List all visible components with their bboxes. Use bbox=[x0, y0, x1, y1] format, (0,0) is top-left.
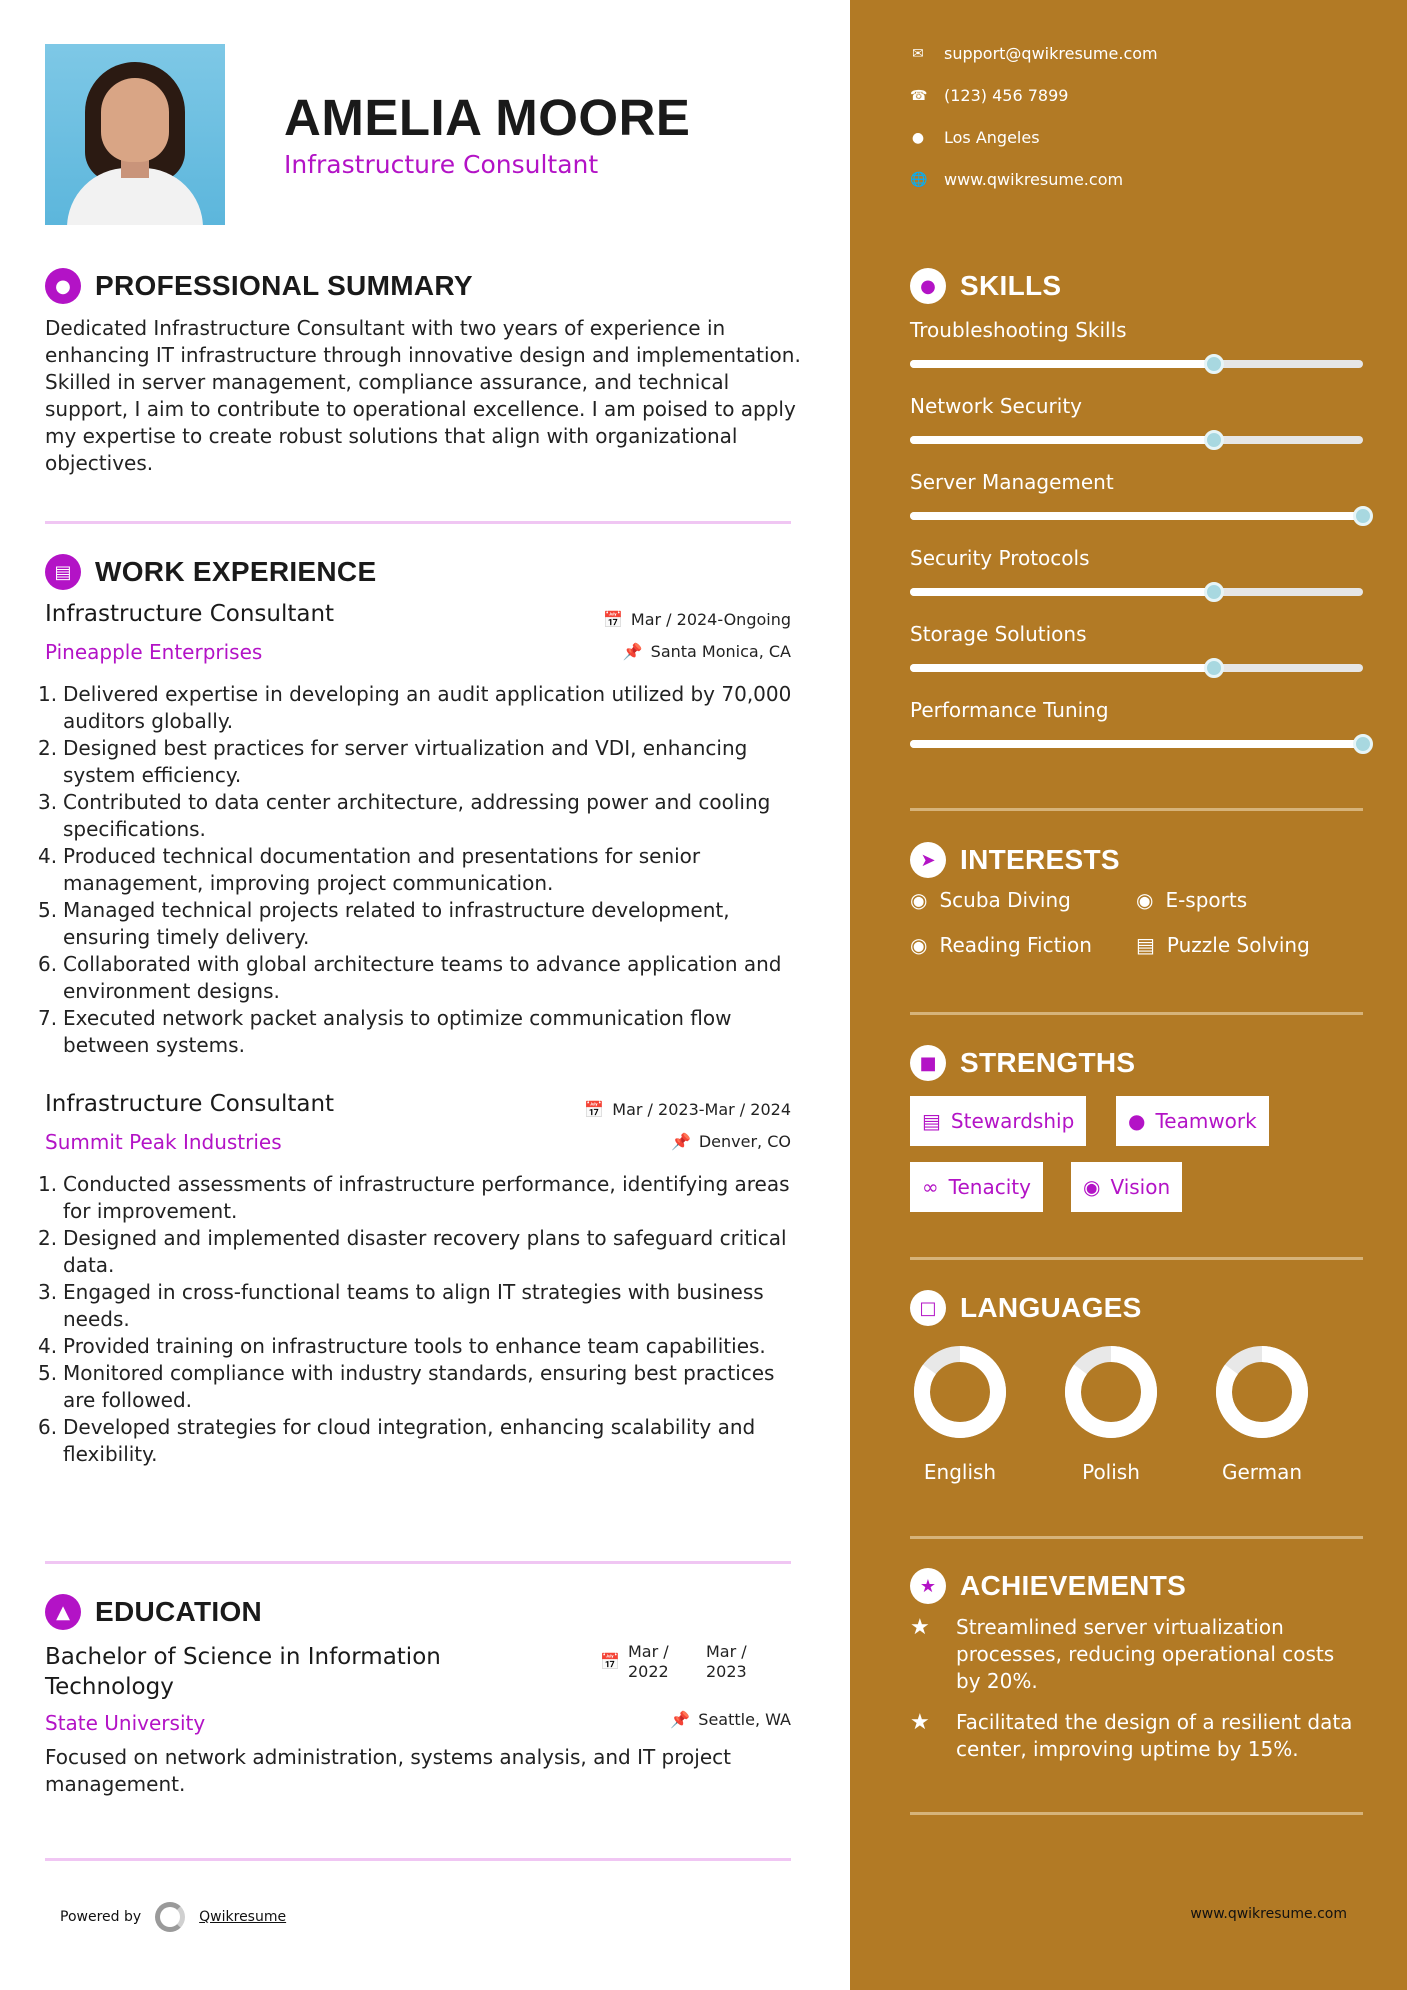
skill-bar-fill bbox=[910, 512, 1363, 520]
skill-slider-knob bbox=[1353, 506, 1373, 526]
language-donut bbox=[1063, 1344, 1159, 1440]
pin-icon: 📌 bbox=[670, 1132, 691, 1151]
language-item bbox=[1061, 1344, 1161, 1484]
language-donut bbox=[912, 1344, 1008, 1440]
skill-slider-knob bbox=[1204, 354, 1224, 374]
language-donut bbox=[1214, 1344, 1310, 1440]
contact-location: ● Los Angeles bbox=[911, 128, 1040, 147]
degree-line: Bachelor of Science in Information bbox=[45, 1644, 441, 1670]
job-location-text: Denver, CO bbox=[698, 1132, 791, 1151]
list-item: 3. Engaged in cross-functional teams to align IT strategies with business needs. bbox=[38, 1280, 764, 1331]
degree-line: Technology bbox=[45, 1674, 174, 1700]
contact-email[interactable]: ✉ support@qwikresume.com bbox=[910, 44, 1158, 63]
skill-bar bbox=[910, 436, 1363, 444]
section-divider bbox=[910, 1257, 1363, 1260]
languages-title: LANGUAGES bbox=[960, 1292, 1142, 1323]
lifebuoy-icon: ◉ bbox=[910, 888, 928, 912]
experience-title: WORK EXPERIENCE bbox=[95, 556, 377, 587]
user-icon: ● bbox=[45, 268, 81, 304]
paper-plane-icon: ➤ bbox=[910, 842, 946, 878]
users-icon: ● bbox=[1128, 1109, 1146, 1133]
book-icon: ▤ bbox=[1136, 933, 1155, 957]
lightbulb-icon: ● bbox=[910, 268, 946, 304]
contact-website[interactable]: 🌐 www.qwikresume.com bbox=[910, 170, 1124, 189]
interests-heading bbox=[910, 842, 1120, 878]
skill-bar bbox=[910, 360, 1363, 368]
qwikresume-link[interactable]: Qwikresume bbox=[199, 1909, 287, 1925]
job-location-text: Santa Monica, CA bbox=[650, 642, 791, 661]
calendar-icon: 📅 bbox=[600, 1652, 620, 1671]
job-date-text: Mar / 2024-Ongoing bbox=[630, 610, 791, 629]
section-divider bbox=[45, 521, 791, 524]
skill-label: Server Management bbox=[910, 470, 1114, 494]
powered-label: Powered by bbox=[60, 1909, 142, 1925]
section-divider bbox=[910, 808, 1363, 811]
job-bullets bbox=[38, 681, 798, 1059]
skills-heading bbox=[910, 268, 1061, 304]
calendar-icon: 📅 bbox=[584, 1100, 605, 1119]
edu-end-date: Mar / 2023 bbox=[706, 1642, 747, 1681]
experience-heading bbox=[45, 554, 376, 590]
edu-start-date: Mar / 2022 bbox=[628, 1642, 669, 1681]
language-item bbox=[1212, 1344, 1312, 1484]
candidate-role: Infrastructure Consultant bbox=[284, 150, 599, 179]
language-label: English bbox=[923, 1460, 997, 1484]
list-item: 1. Conducted assessments of infrastructure performance, identifying areas for improvement. bbox=[38, 1172, 790, 1223]
language-item bbox=[910, 1344, 1010, 1484]
sidebar bbox=[850, 0, 1407, 1990]
star-icon: ★ bbox=[910, 1568, 946, 1604]
summary-text: Dedicated Infrastructure Consultant with two years of experience in enhancing IT infrastructure through innovative design and implementation. Skilled in server management, compliance assurance, and technical support, I aim to contribute to operational excellence. I am poised to apply my expertise to create robust solutions that align with organizational objectives. bbox=[45, 316, 801, 475]
skill-bar bbox=[910, 512, 1363, 520]
achievements-heading bbox=[910, 1568, 1186, 1604]
graduate-icon: ▲ bbox=[45, 1594, 81, 1630]
list-item: 6. Collaborated with global architecture teams to advance application and environment designs. bbox=[38, 952, 782, 1003]
skill-bar-fill bbox=[910, 436, 1214, 444]
list-item: 2. Designed and implemented disaster recovery plans to safeguard critical data. bbox=[38, 1226, 787, 1277]
section-divider bbox=[910, 1812, 1363, 1815]
job-title: Infrastructure Consultant bbox=[45, 601, 335, 627]
job-company: Summit Peak Industries bbox=[45, 1130, 282, 1154]
strength-chip: ∞ Tenacity bbox=[910, 1162, 1043, 1212]
translate-icon: □ bbox=[910, 1290, 946, 1326]
binoculars-icon: ◉ bbox=[1083, 1175, 1101, 1199]
briefcase-icon: ▤ bbox=[922, 1109, 941, 1133]
list-item: 3. Contributed to data center architecture, addressing power and cooling specifications. bbox=[38, 790, 771, 841]
candidate-name: AMELIA MOORE bbox=[284, 89, 691, 146]
location-icon: ● bbox=[911, 129, 925, 146]
job-date bbox=[603, 610, 791, 629]
star-icon: ★ bbox=[910, 1710, 930, 1735]
gamepad-icon: ◉ bbox=[910, 933, 928, 957]
skill-bar bbox=[910, 588, 1363, 596]
desk-icon: ▤ bbox=[45, 554, 81, 590]
list-item: 5. Monitored compliance with industry standards, ensuring best practices are followed. bbox=[38, 1361, 775, 1412]
interest-item: ◉ E-sports bbox=[1136, 888, 1248, 912]
section-divider bbox=[45, 1561, 791, 1564]
interest-item: ◉ Scuba Diving bbox=[910, 888, 1071, 912]
language-label: Polish bbox=[1082, 1460, 1140, 1484]
language-label: German bbox=[1221, 1460, 1303, 1484]
skill-slider-knob bbox=[1204, 582, 1224, 602]
school: State University bbox=[45, 1711, 206, 1735]
calendar-icon: 📅 bbox=[602, 610, 623, 629]
list-item: 5. Managed technical projects related to infrastructure development, ensuring timely delivery. bbox=[38, 898, 730, 949]
degree bbox=[45, 1642, 441, 1702]
job-location bbox=[671, 1132, 791, 1151]
skill-label: Network Security bbox=[910, 394, 1082, 418]
section-divider bbox=[45, 1858, 791, 1861]
skill-slider-knob bbox=[1353, 734, 1373, 754]
achievement-item: ★ Streamlined server virtualization processes, reducing operational costs by 20%. bbox=[910, 1615, 1335, 1693]
list-item: 6. Developed strategies for cloud integration, enhancing scalability and flexibility. bbox=[38, 1415, 756, 1466]
skill-bar bbox=[910, 664, 1363, 672]
globe-icon: 🌐 bbox=[910, 171, 928, 188]
edu-location bbox=[670, 1710, 791, 1729]
list-item: 2. Designed best practices for server virtualization and VDI, enhancing system efficiency. bbox=[38, 736, 748, 787]
skill-label: Performance Tuning bbox=[910, 698, 1109, 722]
list-item: 4. Provided training on infrastructure tools to enhance team capabilities. bbox=[38, 1334, 766, 1358]
footer-website[interactable]: www.qwikresume.com bbox=[1190, 1906, 1347, 1922]
education-title: EDUCATION bbox=[95, 1596, 263, 1627]
achievement-item: ★ Facilitated the design of a resilient data center, improving uptime by 15%. bbox=[910, 1710, 1353, 1761]
skill-bar-fill bbox=[910, 588, 1214, 596]
job-date-text: Mar / 2023-Mar / 2024 bbox=[612, 1100, 791, 1119]
contact-phone[interactable]: ☎ (123) 456 7899 bbox=[910, 86, 1069, 105]
languages-heading bbox=[910, 1290, 1142, 1326]
profile-photo bbox=[45, 44, 225, 225]
job-location bbox=[623, 642, 791, 661]
fist-icon: ■ bbox=[910, 1045, 946, 1081]
list-item: 1. Delivered expertise in developing an audit application utilized by 70,000 auditors globally. bbox=[38, 682, 792, 733]
section-divider bbox=[910, 1012, 1363, 1015]
lifebuoy-icon: ◉ bbox=[1136, 888, 1154, 912]
skill-slider-knob bbox=[1204, 430, 1224, 450]
skills-title: SKILLS bbox=[960, 270, 1062, 301]
job-company: Pineapple Enterprises bbox=[45, 640, 263, 664]
list-item: 4. Produced technical documentation and presentations for senior management, improving project communication. bbox=[38, 844, 701, 895]
summary-title: PROFESSIONAL SUMMARY bbox=[95, 270, 473, 301]
education-text: Focused on network administration, systems analysis, and IT project management. bbox=[45, 1745, 731, 1796]
qwikresume-logo-icon bbox=[155, 1902, 185, 1932]
interests-title: INTERESTS bbox=[960, 844, 1120, 875]
skill-label: Security Protocols bbox=[910, 546, 1090, 570]
education-heading bbox=[45, 1594, 262, 1630]
skill-label: Storage Solutions bbox=[910, 622, 1087, 646]
photo-face bbox=[101, 78, 169, 162]
star-icon: ★ bbox=[910, 1615, 930, 1640]
interest-item: ▤ Puzzle Solving bbox=[1136, 933, 1310, 957]
email-icon: ✉ bbox=[912, 45, 924, 62]
strength-chip: ▤ Stewardship bbox=[910, 1096, 1086, 1146]
strength-chip: ● Teamwork bbox=[1116, 1096, 1269, 1146]
job-bullets bbox=[38, 1171, 798, 1468]
skill-bar-fill bbox=[910, 360, 1214, 368]
pin-icon: 📌 bbox=[622, 642, 643, 661]
phone-icon: ☎ bbox=[910, 87, 928, 104]
skill-bar-fill bbox=[910, 740, 1363, 748]
edu-location-text: Seattle, WA bbox=[698, 1710, 791, 1729]
summary-heading bbox=[45, 268, 473, 304]
skill-bar bbox=[910, 740, 1363, 748]
link-icon: ∞ bbox=[922, 1175, 939, 1199]
section-divider bbox=[910, 1536, 1363, 1539]
skill-slider-knob bbox=[1204, 658, 1224, 678]
job-title: Infrastructure Consultant bbox=[45, 1091, 335, 1117]
list-item: 7. Executed network packet analysis to optimize communication flow between systems. bbox=[38, 1006, 732, 1057]
pin-icon: 📌 bbox=[670, 1710, 691, 1729]
job-date bbox=[584, 1100, 791, 1119]
strengths-title: STRENGTHS bbox=[960, 1047, 1136, 1078]
skill-bar-fill bbox=[910, 664, 1214, 672]
powered-by bbox=[60, 1902, 286, 1932]
achievements-title: ACHIEVEMENTS bbox=[960, 1570, 1187, 1601]
strengths-heading bbox=[910, 1045, 1135, 1081]
interest-item: ◉ Reading Fiction bbox=[910, 933, 1092, 957]
strength-chip: ◉ Vision bbox=[1071, 1162, 1182, 1212]
skill-label: Troubleshooting Skills bbox=[910, 318, 1127, 342]
